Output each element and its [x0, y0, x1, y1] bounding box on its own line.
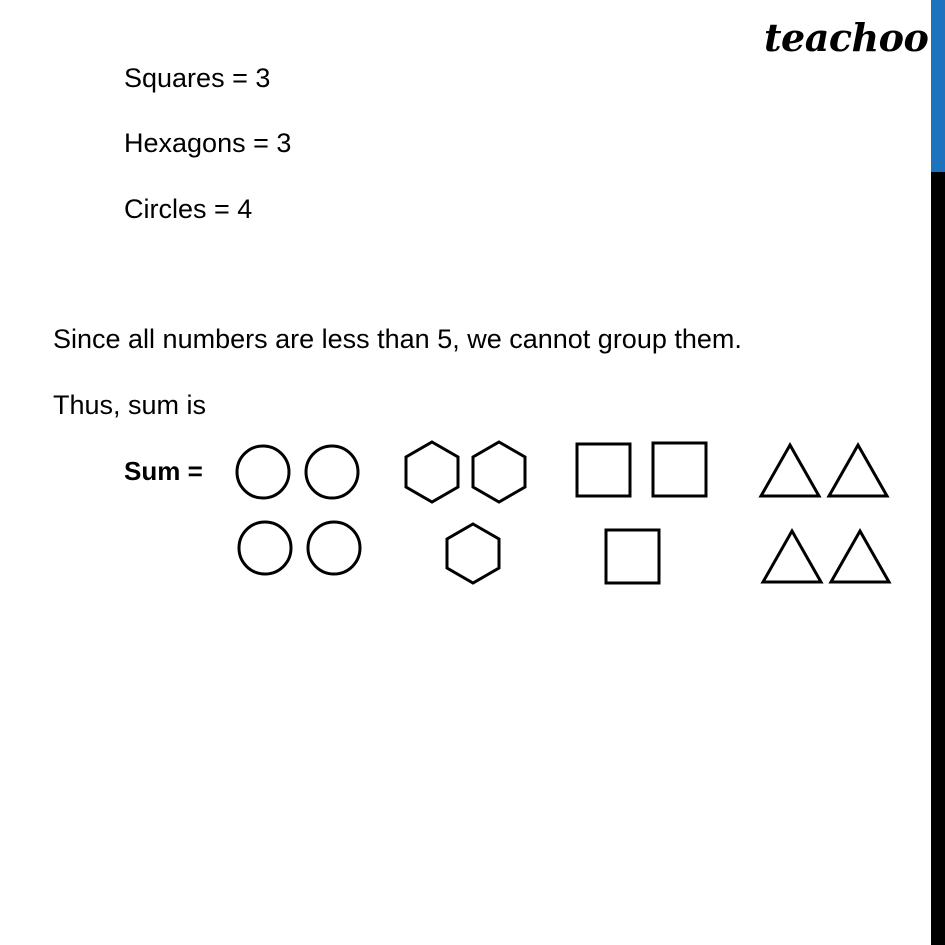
triangle-icon: [763, 531, 821, 582]
hexagon-icon: [473, 442, 525, 502]
circle-icon: [308, 522, 360, 574]
square-icon: [653, 443, 706, 496]
hexagon-icon: [447, 524, 499, 583]
hexagon-icon: [406, 442, 458, 502]
hexagons-count: Hexagons = 3: [124, 128, 292, 158]
circle-icon: [306, 446, 358, 498]
square-icon: [606, 530, 659, 583]
circle-icon: [239, 522, 291, 574]
square-icon: [577, 444, 630, 496]
squares-count: Squares = 3: [124, 63, 271, 93]
sum-label: Sum =: [124, 456, 203, 486]
circle-icon: [237, 446, 289, 498]
triangle-icon: [829, 445, 887, 496]
triangle-icon: [761, 445, 819, 496]
thus-text: Thus, sum is: [53, 390, 207, 420]
teachoo-logo: teachoo: [764, 15, 929, 60]
statement-text: Since all numbers are less than 5, we cannot group them.: [53, 324, 742, 354]
triangle-icon: [831, 531, 889, 582]
circles-count: Circles = 4: [124, 194, 253, 224]
